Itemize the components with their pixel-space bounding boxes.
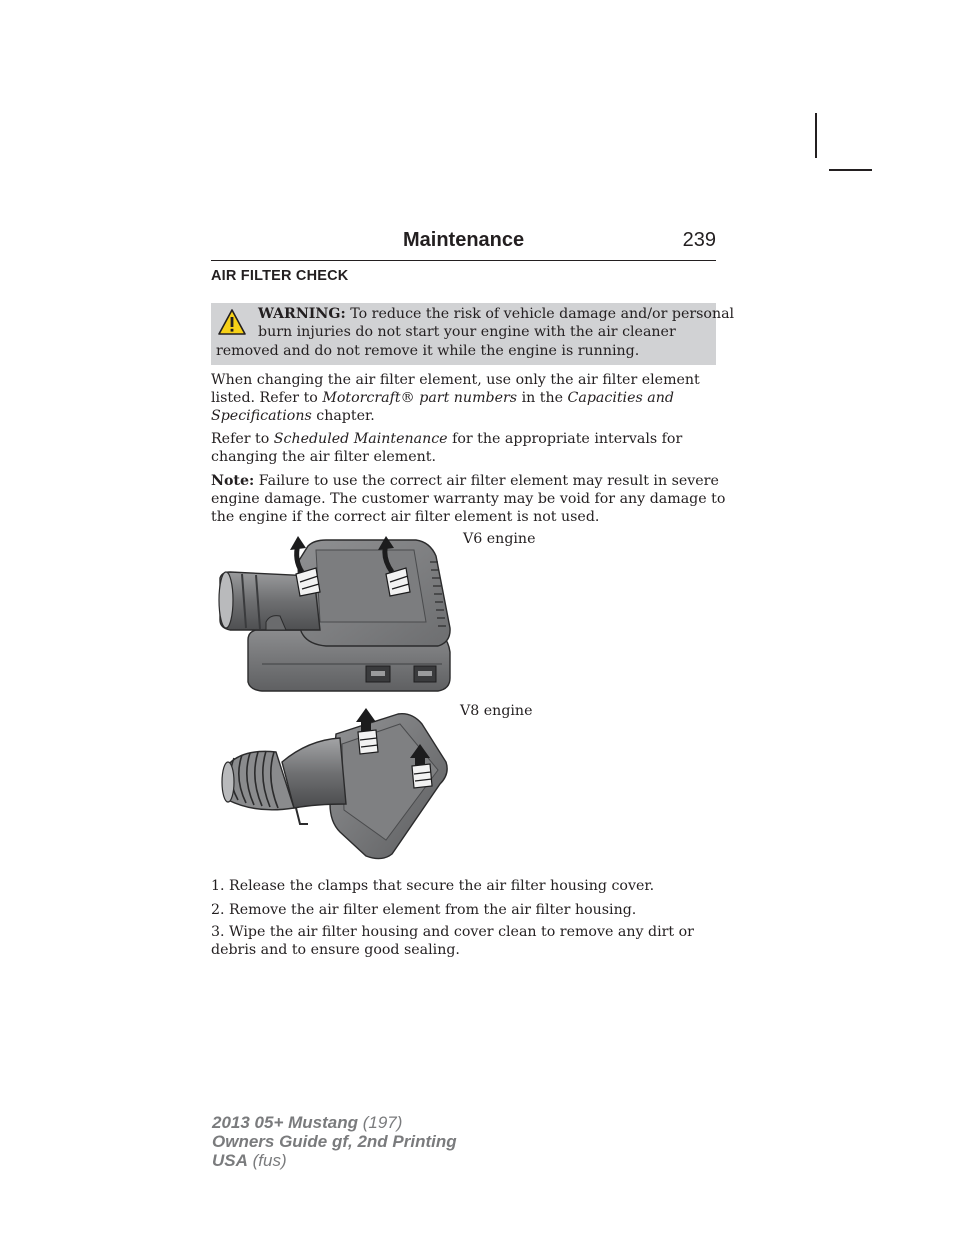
note-line-3: the engine if the correct air filter element is not used. <box>211 509 600 525</box>
step-2 <box>211 901 716 919</box>
footer-guide: Owners Guide gf, 2nd Printing <box>212 1132 457 1151</box>
para2-line-2: changing the air filter element. <box>211 449 436 465</box>
step-1 <box>211 877 716 895</box>
para1-text-a: listed. Refer to <box>211 390 323 406</box>
warning-triangle-icon <box>217 308 247 336</box>
paragraph-part-numbers <box>211 371 716 425</box>
step-2-text: 2. Remove the air filter element from the air filter housing. <box>211 902 637 918</box>
footer-line-3 <box>212 1151 457 1170</box>
footer-market: USA <box>212 1151 248 1170</box>
note-label: Note: <box>211 473 255 489</box>
crop-mark-horizontal <box>829 169 872 171</box>
v6-air-filter-illustration <box>216 532 456 694</box>
para1-text-c: chapter. <box>311 408 375 424</box>
footer-line-2 <box>212 1132 457 1151</box>
step-3-line-2: debris and to ensure good sealing. <box>211 942 460 958</box>
v8-caption: V8 engine <box>460 703 533 719</box>
para2-text-a: Refer to <box>211 431 274 447</box>
chapter-title: Maintenance <box>403 229 525 251</box>
page-footer <box>212 1113 457 1170</box>
para1-line-1: When changing the air filter element, use only the air filter element <box>211 372 700 388</box>
page-header <box>211 229 716 261</box>
motorcraft-reference: Motorcraft® part numbers <box>322 390 518 406</box>
step-3 <box>211 923 716 959</box>
paragraph-note <box>211 472 726 526</box>
crop-mark-vertical <box>815 113 817 158</box>
section-title: AIR FILTER CHECK <box>211 268 349 284</box>
footer-model-code: (197) <box>358 1113 403 1132</box>
para2-text-b: for the appropriate intervals for <box>447 431 683 447</box>
para1-text-b: in the <box>517 390 568 406</box>
note-line-2: engine damage. The customer warranty may be void for any damage to <box>211 491 726 507</box>
warning-line-3: removed and do not remove it while the engine is running. <box>216 343 640 359</box>
step-3-line-1: 3. Wipe the air filter housing and cover clean to remove any dirt or <box>211 924 694 940</box>
note-text-1: Failure to use the correct air filter element may result in severe <box>254 473 719 489</box>
footer-model: 2013 05+ Mustang <box>212 1113 358 1132</box>
capacities-reference: Capacities and <box>567 390 674 406</box>
page-number: 239 <box>682 229 716 251</box>
step-1-text: 1. Release the clamps that secure the air filter housing cover. <box>211 878 655 894</box>
warning-text-1: To reduce the risk of vehicle damage and/or personal <box>345 306 735 322</box>
v6-caption: V6 engine <box>463 531 536 547</box>
specifications-reference: Specifications <box>211 408 312 424</box>
footer-line-1 <box>212 1113 457 1132</box>
warning-box <box>211 303 735 365</box>
warning-line-2: burn injuries do not start your engine with the air cleaner <box>258 324 676 340</box>
warning-line-1 <box>258 305 734 323</box>
para1-line-2 <box>211 389 716 407</box>
footer-market-code: (fus) <box>247 1151 287 1170</box>
para2-line-1 <box>211 430 716 448</box>
paragraph-intervals <box>211 430 716 466</box>
note-line-1 <box>211 472 719 490</box>
warning-label: WARNING: <box>258 306 346 322</box>
scheduled-maintenance-reference: Scheduled Maintenance <box>273 431 448 447</box>
para1-line-3 <box>211 407 716 425</box>
v8-air-filter-illustration <box>216 700 452 862</box>
